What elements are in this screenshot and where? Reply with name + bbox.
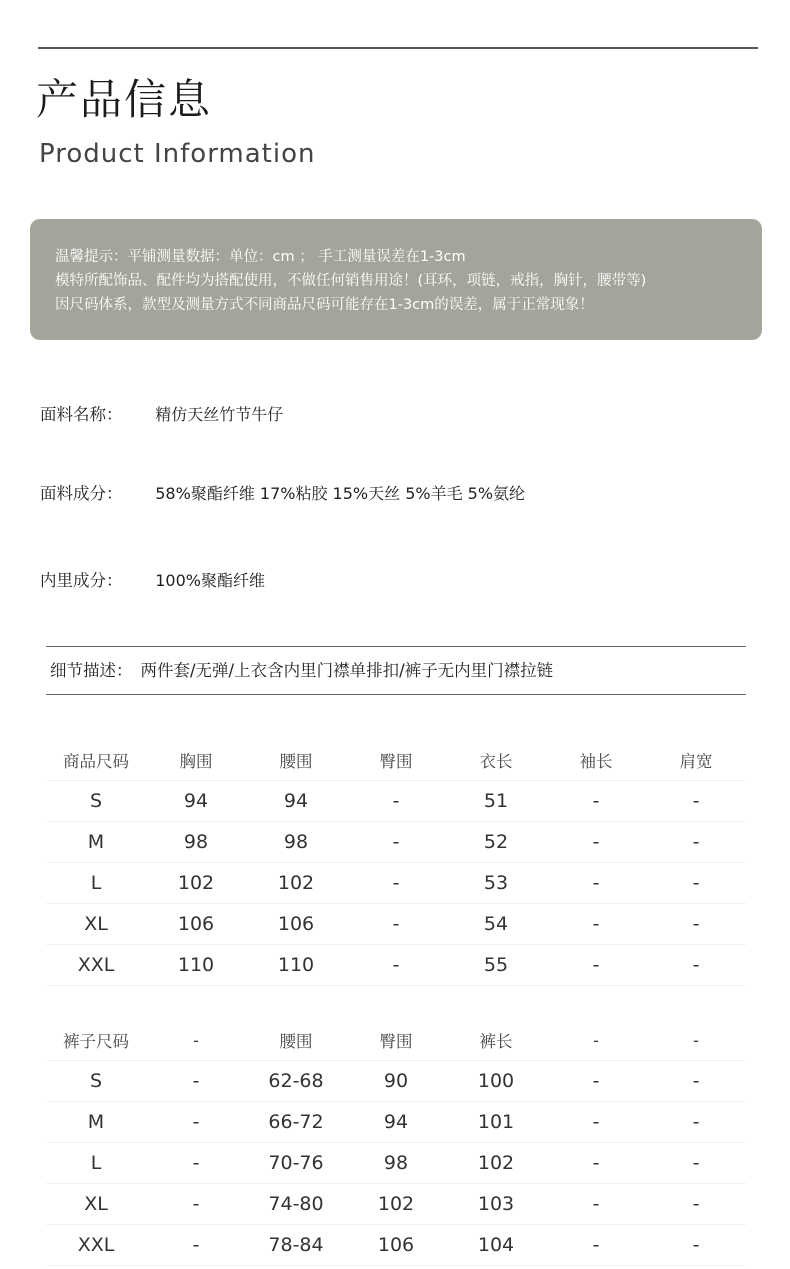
table-cell: 94 [146,781,246,822]
table-cell: 52 [446,822,546,863]
table-cell: - [146,1225,246,1266]
table-cell: 103 [446,1184,546,1225]
top-divider [38,47,758,49]
notice-line: 因尺码体系，款型及测量方式不同商品尺码可能存在1-3cm的误差，属于正常现象！ [55,297,594,313]
size-cell: L [46,863,146,904]
lining-composition-row [40,567,265,591]
notice-line: 模特所配饰品、配件均为搭配使用，不做任何销售用途！(耳环，项链，戒指，胸针，腰带等) [55,273,647,289]
table-cell: 66-72 [246,1102,346,1143]
column-header: 裤长 [446,1020,546,1061]
table-cell: 110 [146,945,246,986]
detail-bottom-divider [46,694,746,695]
table-cell: 70-76 [246,1143,346,1184]
fabric-composition-label: 面料成分： [40,484,123,503]
table-cell: - [646,1225,746,1266]
top-size-table [46,740,746,986]
table-row [46,781,746,822]
table-cell: 54 [446,904,546,945]
table-row [46,945,746,986]
table-cell: - [646,1102,746,1143]
table-cell: - [346,945,446,986]
table-cell: - [346,904,446,945]
table-cell: - [546,1102,646,1143]
table-cell: - [646,1184,746,1225]
table-cell: 74-80 [246,1184,346,1225]
table-cell: - [546,945,646,986]
table-row [46,1184,746,1225]
table-cell: - [546,1061,646,1102]
table-row [46,1061,746,1102]
fabric-name-value: 精仿天丝竹节牛仔 [155,405,284,424]
column-header: - [146,1020,246,1061]
detail-row [50,657,553,681]
table-cell: - [646,945,746,986]
column-header: 裤子尺码 [46,1020,146,1061]
table-cell: 51 [446,781,546,822]
table-row [46,904,746,945]
column-header: - [646,1020,746,1061]
column-header: - [546,1020,646,1061]
table-cell: - [146,1061,246,1102]
table-cell: - [646,1061,746,1102]
table-cell: 104 [446,1225,546,1266]
table-cell: 106 [346,1225,446,1266]
table-cell: 94 [346,1102,446,1143]
column-header: 腰围 [246,740,346,781]
table-row [46,1102,746,1143]
table-cell: - [546,781,646,822]
table-cell: - [146,1184,246,1225]
column-header: 胸围 [146,740,246,781]
size-cell: XXL [46,1225,146,1266]
table-cell: - [546,904,646,945]
size-cell: S [46,1061,146,1102]
fabric-composition-row [40,480,525,504]
detail-top-divider [46,646,746,647]
column-header: 商品尺码 [46,740,146,781]
table-cell: - [646,863,746,904]
table-cell: 98 [346,1143,446,1184]
size-cell: XL [46,1184,146,1225]
table-cell: - [646,904,746,945]
table-cell: 78-84 [246,1225,346,1266]
table-cell: 102 [446,1143,546,1184]
table-row [46,822,746,863]
table-cell: 98 [246,822,346,863]
table-cell: 94 [246,781,346,822]
page-title: 产品信息 [36,75,213,124]
pants-size-table [46,1020,746,1266]
table-cell: 62-68 [246,1061,346,1102]
detail-value: 两件套/无弹/上衣含内里门襟单排扣/裤子无内里门襟拉链 [140,661,554,680]
size-cell: XXL [46,945,146,986]
notice-box [30,219,762,340]
table-cell: 98 [146,822,246,863]
size-cell: M [46,822,146,863]
table-row [46,1225,746,1266]
column-header: 衣长 [446,740,546,781]
lining-composition-label: 内里成分： [40,571,123,590]
table-cell: 102 [246,863,346,904]
table-cell: 53 [446,863,546,904]
table-header-row [46,740,746,781]
table-cell: 100 [446,1061,546,1102]
page-subtitle: Product Information [39,139,316,169]
column-header: 臀围 [346,1020,446,1061]
column-header: 袖长 [546,740,646,781]
table-cell: 106 [146,904,246,945]
table-cell: - [346,822,446,863]
table-cell: - [646,1143,746,1184]
table-cell: - [546,1143,646,1184]
table-cell: - [346,863,446,904]
notice-line: 温馨提示：平铺测量数据：单位：cm ； 手工测量误差在1-3cm [55,249,466,265]
size-cell: L [46,1143,146,1184]
table-cell: - [146,1102,246,1143]
fabric-composition-value: 58%聚酯纤维 17%粘胶 15%天丝 5%羊毛 5%氨纶 [155,484,526,503]
table-cell: - [346,781,446,822]
size-cell: S [46,781,146,822]
table-header-row [46,1020,746,1061]
table-cell: - [546,822,646,863]
table-cell: 55 [446,945,546,986]
table-cell: - [646,822,746,863]
size-cell: M [46,1102,146,1143]
detail-label: 细节描述： [50,661,133,680]
table-cell: 102 [146,863,246,904]
table-cell: - [546,863,646,904]
fabric-name-row [40,401,283,425]
fabric-name-label: 面料名称： [40,405,123,424]
table-cell: 102 [346,1184,446,1225]
column-header: 肩宽 [646,740,746,781]
table-cell: - [146,1143,246,1184]
table-cell: - [546,1184,646,1225]
table-cell: 101 [446,1102,546,1143]
table-row [46,863,746,904]
column-header: 腰围 [246,1020,346,1061]
table-cell: - [546,1225,646,1266]
column-header: 臀围 [346,740,446,781]
table-cell: 90 [346,1061,446,1102]
table-cell: - [646,781,746,822]
size-cell: XL [46,904,146,945]
table-cell: 106 [246,904,346,945]
table-cell: 110 [246,945,346,986]
lining-composition-value: 100%聚酯纤维 [155,571,265,590]
table-row [46,1143,746,1184]
